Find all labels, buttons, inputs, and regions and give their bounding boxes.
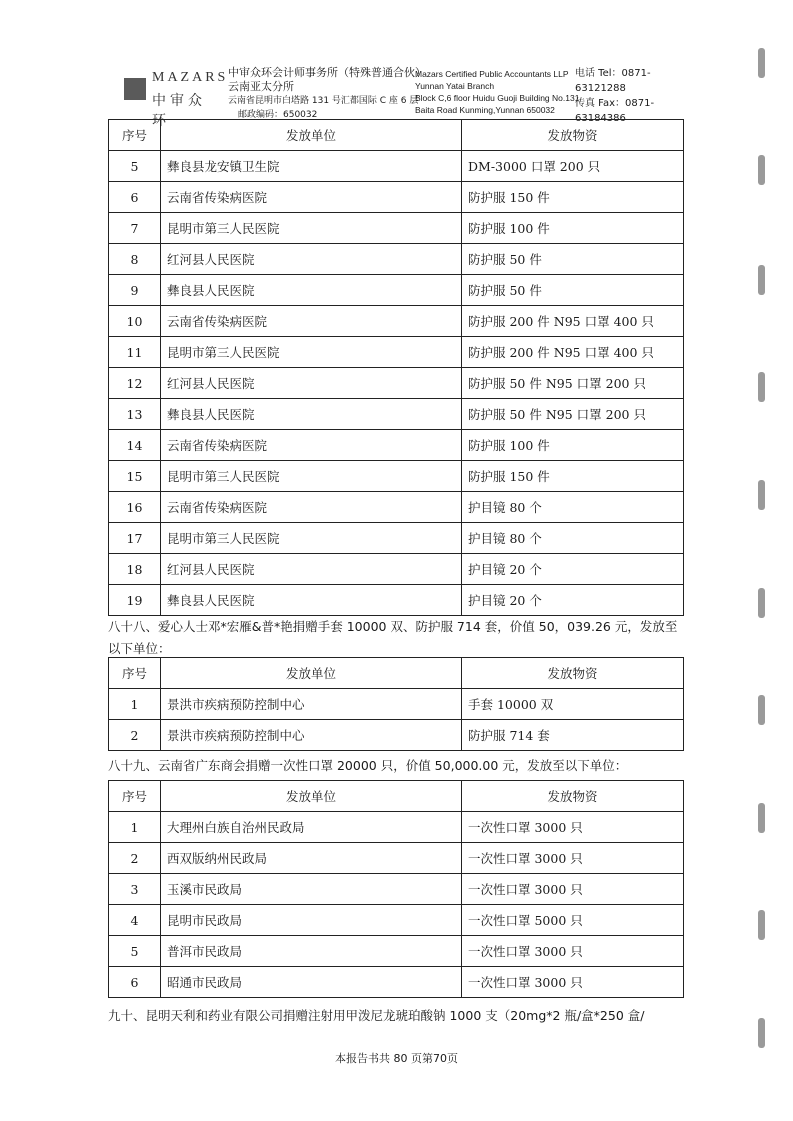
table-row bbox=[109, 244, 684, 275]
row-number: 5 bbox=[109, 936, 161, 967]
column-header-item: 发放物资 bbox=[462, 781, 684, 812]
row-number: 1 bbox=[109, 812, 161, 843]
binding-mark bbox=[758, 910, 765, 940]
recipient-unit: 彝良县龙安镇卫生院 bbox=[161, 151, 462, 182]
table-row bbox=[109, 337, 684, 368]
supplies-item: 防护服 50 件 bbox=[462, 244, 684, 275]
supplies-item: 护目镜 80 个 bbox=[462, 523, 684, 554]
row-number: 7 bbox=[109, 213, 161, 244]
table-row bbox=[109, 936, 684, 967]
section-88-text: 八十八、爱心人士邓*宏雁&普*艳捐赠手套 10000 双、防护服 714 套，价值 50，039.26 元，发放至以下单位： bbox=[108, 619, 678, 656]
supplies-item: 一次性口罩 3000 只 bbox=[462, 874, 684, 905]
row-number: 1 bbox=[109, 689, 161, 720]
table-row bbox=[109, 812, 684, 843]
table-row bbox=[109, 306, 684, 337]
table-row bbox=[109, 368, 684, 399]
table-row bbox=[109, 430, 684, 461]
recipient-unit: 昆明市第三人民医院 bbox=[161, 337, 462, 368]
table-header-row bbox=[109, 781, 684, 812]
branch-name-cn: 云南亚太分所 bbox=[228, 80, 294, 93]
row-number: 8 bbox=[109, 244, 161, 275]
firm-name-cn: 中审众环会计师事务所（特殊普通合伙） bbox=[228, 66, 426, 79]
column-header-item: 发放物资 bbox=[462, 658, 684, 689]
supplies-item: 防护服 200 件 N95 口罩 400 只 bbox=[462, 306, 684, 337]
row-number: 10 bbox=[109, 306, 161, 337]
supplies-item: 防护服 150 件 bbox=[462, 461, 684, 492]
logo-mark-icon bbox=[124, 78, 146, 100]
recipient-unit: 彝良县人民医院 bbox=[161, 585, 462, 616]
supplies-item: 一次性口罩 3000 只 bbox=[462, 936, 684, 967]
table-row bbox=[109, 492, 684, 523]
recipient-unit: 彝良县人民医院 bbox=[161, 399, 462, 430]
recipient-unit: 彝良县人民医院 bbox=[161, 275, 462, 306]
address-en-line1: Block C,6 floor Huidu Guoji Building No.131 bbox=[415, 93, 580, 103]
column-header-unit: 发放单位 bbox=[161, 781, 462, 812]
recipient-unit: 昭通市民政局 bbox=[161, 967, 462, 998]
table-row bbox=[109, 905, 684, 936]
row-number: 14 bbox=[109, 430, 161, 461]
supplies-item: 一次性口罩 3000 只 bbox=[462, 812, 684, 843]
section-89-text: 八十九、云南省广东商会捐赠一次性口罩 20000 只，价值 50,000.00 元，发放至以下单位： bbox=[108, 758, 628, 773]
binding-mark bbox=[758, 803, 765, 833]
row-number: 19 bbox=[109, 585, 161, 616]
row-number: 12 bbox=[109, 368, 161, 399]
row-number: 17 bbox=[109, 523, 161, 554]
recipient-unit: 景洪市疾病预防控制中心 bbox=[161, 720, 462, 751]
firm-info-en bbox=[415, 68, 579, 116]
table-row bbox=[109, 213, 684, 244]
table-header-row bbox=[109, 658, 684, 689]
table-row bbox=[109, 399, 684, 430]
supplies-item: 防护服 100 件 bbox=[462, 430, 684, 461]
row-number: 18 bbox=[109, 554, 161, 585]
logo-latin-text: MAZARS bbox=[152, 70, 229, 85]
supplies-item: 一次性口罩 5000 只 bbox=[462, 905, 684, 936]
firm-name-en: Mazars Certified Public Accountants LLP bbox=[415, 69, 569, 79]
supplies-item: 防护服 50 件 N95 口罩 200 只 bbox=[462, 399, 684, 430]
supplies-item: 护目镜 20 个 bbox=[462, 554, 684, 585]
row-number: 5 bbox=[109, 151, 161, 182]
row-number: 15 bbox=[109, 461, 161, 492]
row-number: 4 bbox=[109, 905, 161, 936]
supplies-item: 防护服 50 件 N95 口罩 200 只 bbox=[462, 368, 684, 399]
column-header-no: 序号 bbox=[109, 781, 161, 812]
binding-mark bbox=[758, 48, 765, 78]
recipient-unit: 玉溪市民政局 bbox=[161, 874, 462, 905]
postcode: 邮政编码：650032 bbox=[238, 110, 318, 120]
table-row bbox=[109, 720, 684, 751]
page-footer: 本报告书共 80 页第70页 bbox=[335, 1052, 458, 1065]
column-header-no: 序号 bbox=[109, 120, 161, 151]
row-number: 2 bbox=[109, 720, 161, 751]
row-number: 16 bbox=[109, 492, 161, 523]
address-en-line2: Baita Road Kunming,Yunnan 650032 bbox=[415, 105, 555, 115]
supplies-item: 防护服 50 件 bbox=[462, 275, 684, 306]
fax: 传真 Fax：0871-63184386 bbox=[575, 98, 655, 124]
row-number: 6 bbox=[109, 967, 161, 998]
table-row bbox=[109, 275, 684, 306]
table-row bbox=[109, 182, 684, 213]
table-row bbox=[109, 585, 684, 616]
contact-info bbox=[575, 66, 690, 126]
firm-info-cn bbox=[228, 66, 426, 122]
supplies-item: 护目镜 20 个 bbox=[462, 585, 684, 616]
supplies-item: 防护服 100 件 bbox=[462, 213, 684, 244]
recipient-unit: 红河县人民医院 bbox=[161, 554, 462, 585]
binding-mark bbox=[758, 372, 765, 402]
column-header-unit: 发放单位 bbox=[161, 120, 462, 151]
recipient-unit: 云南省传染病医院 bbox=[161, 492, 462, 523]
table-row bbox=[109, 967, 684, 998]
firm-logo bbox=[120, 64, 229, 129]
address-cn: 云南省昆明市白塔路 131 号汇都国际 C 座 6 层 bbox=[228, 96, 419, 106]
recipient-unit: 西双版纳州民政局 bbox=[161, 843, 462, 874]
supplies-item: DM-3000 口罩 200 只 bbox=[462, 151, 684, 182]
binding-mark bbox=[758, 265, 765, 295]
row-number: 2 bbox=[109, 843, 161, 874]
distribution-table-1 bbox=[108, 119, 684, 616]
recipient-unit: 普洱市民政局 bbox=[161, 936, 462, 967]
table-row bbox=[109, 554, 684, 585]
row-number: 3 bbox=[109, 874, 161, 905]
column-header-unit: 发放单位 bbox=[161, 658, 462, 689]
recipient-unit: 大理州白族自治州民政局 bbox=[161, 812, 462, 843]
supplies-item: 护目镜 80 个 bbox=[462, 492, 684, 523]
table-row bbox=[109, 874, 684, 905]
recipient-unit: 昆明市民政局 bbox=[161, 905, 462, 936]
table-row bbox=[109, 523, 684, 554]
recipient-unit: 云南省传染病医院 bbox=[161, 182, 462, 213]
branch-name-en: Yunnan Yatai Branch bbox=[415, 81, 495, 91]
table-header-row bbox=[109, 120, 684, 151]
recipient-unit: 云南省传染病医院 bbox=[161, 430, 462, 461]
letterhead bbox=[120, 64, 690, 129]
table-row bbox=[109, 689, 684, 720]
recipient-unit: 红河县人民医院 bbox=[161, 368, 462, 399]
telephone: 电话 Tel：0871-63121288 bbox=[575, 68, 651, 94]
binding-mark bbox=[758, 480, 765, 510]
supplies-item: 防护服 150 件 bbox=[462, 182, 684, 213]
distribution-table-3 bbox=[108, 780, 684, 998]
row-number: 9 bbox=[109, 275, 161, 306]
recipient-unit: 昆明市第三人民医院 bbox=[161, 461, 462, 492]
row-number: 13 bbox=[109, 399, 161, 430]
column-header-no: 序号 bbox=[109, 658, 161, 689]
section-90-text: 九十、昆明天利和药业有限公司捐赠注射用甲泼尼龙琥珀酸钠 1000 支（20mg*2 瓶/盒*250 盒/ bbox=[108, 1008, 645, 1023]
logo-cjk-text: 中审众环 bbox=[152, 93, 206, 129]
supplies-item: 防护服 714 套 bbox=[462, 720, 684, 751]
table-row bbox=[109, 151, 684, 182]
binding-mark bbox=[758, 588, 765, 618]
binding-mark bbox=[758, 1018, 765, 1048]
supplies-item: 防护服 200 件 N95 口罩 400 只 bbox=[462, 337, 684, 368]
recipient-unit: 昆明市第三人民医院 bbox=[161, 523, 462, 554]
row-number: 11 bbox=[109, 337, 161, 368]
binding-mark bbox=[758, 155, 765, 185]
recipient-unit: 云南省传染病医院 bbox=[161, 306, 462, 337]
table-row bbox=[109, 843, 684, 874]
binding-mark bbox=[758, 695, 765, 725]
row-number: 6 bbox=[109, 182, 161, 213]
column-header-item: 发放物资 bbox=[462, 120, 684, 151]
supplies-item: 手套 10000 双 bbox=[462, 689, 684, 720]
recipient-unit: 红河县人民医院 bbox=[161, 244, 462, 275]
recipient-unit: 景洪市疾病预防控制中心 bbox=[161, 689, 462, 720]
supplies-item: 一次性口罩 3000 只 bbox=[462, 967, 684, 998]
supplies-item: 一次性口罩 3000 只 bbox=[462, 843, 684, 874]
distribution-table-2 bbox=[108, 657, 684, 751]
table-row bbox=[109, 461, 684, 492]
recipient-unit: 昆明市第三人民医院 bbox=[161, 213, 462, 244]
